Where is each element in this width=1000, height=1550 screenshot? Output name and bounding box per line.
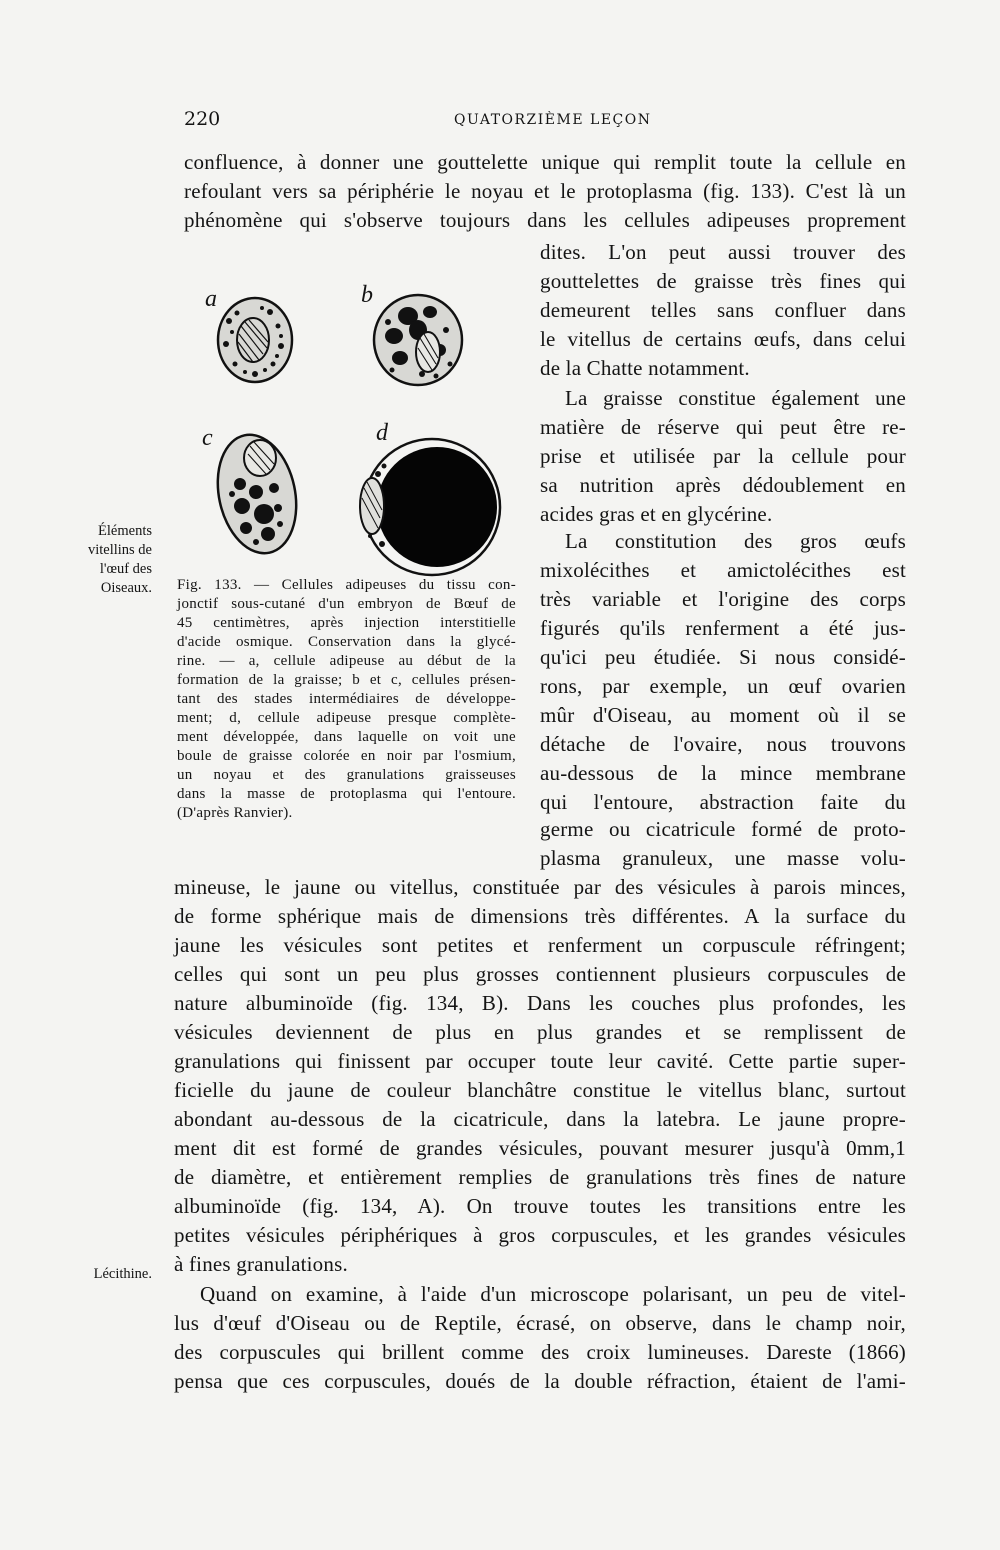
body-line: celles qui sont un peu plus grosses contiennent plusieurs corpuscules de [174,962,906,986]
body-line: qui l'entoure, abstraction faite du [540,790,906,814]
body-line: lus d'œuf d'Oiseau ou de Reptile, écrasé, on observe, dans le champ noir, [174,1311,906,1335]
caption-line: ment; d, cellule adipeuse presque complète- [177,710,516,726]
body-line: de la Chatte notamment. [540,356,750,380]
caption-line: ment développée, dans laquelle on voit une [177,729,516,745]
figure-label-a: a [205,286,217,312]
body-line: mûr d'Oiseau, au moment où il se [540,703,906,727]
body-line: petites vésicules périphériques à gros corpuscules, et les grandes vésicules [174,1223,906,1247]
body-line: à fines granulations. [174,1252,348,1276]
caption-line: dans la masse de protoplasma qui l'entoure. [177,786,516,802]
caption-line: 45 centimètres, après injection interstitielle [177,615,516,631]
body-line: de forme sphérique mais de dimensions très différentes. A la surface du [174,904,906,928]
body-line: granulations qui finissent par occuper toute leur cavité. Cette partie super- [174,1049,906,1073]
body-line: dites. L'on peut aussi trouver des [540,240,906,264]
body-line: le vitellus de certains œufs, dans celui [540,327,906,351]
body-line: matière de réserve qui peut être re- [540,415,906,439]
body-line: prise et utilisée par la cellule pour [540,444,906,468]
caption-line: jonctif sous-cutané d'un embryon de Bœuf de [177,596,516,612]
body-line: qu'ici peu étudiée. Si nous considé- [540,645,906,669]
margin-note-lecithine: Lécithine. [93,1266,152,1282]
caption-line: rine. — a, cellule adipeuse au début de la [177,653,516,669]
figure-label-b: b [361,282,373,308]
margin-note-line: vitellins de [87,542,152,558]
body-line: abondant au-dessous de la cicatricule, dans la latebra. Le jaune propre- [174,1107,906,1131]
body-line: rons, par exemple, un œuf ovarien [540,674,906,698]
figure-label-d: d [376,420,388,446]
body-line: acides gras et en glycérine. [540,502,773,526]
margin-note-line: l'œuf des [99,561,152,577]
body-line: sa nutrition après dédoublement en [540,473,906,497]
body-line: confluence, à donner une gouttelette unique qui remplit toute la cellule en [184,150,906,174]
caption-line: (D'après Ranvier). [177,805,293,821]
body-line: ment dit est formé de grandes vésicules, pouvant mesurer jusqu'à 0mm,1 [174,1136,906,1160]
margin-note-line: Oiseaux. [100,580,152,596]
margin-note-line: Éléments [98,523,152,539]
body-line: ficielle du jaune de couleur blanchâtre constitue le vitellus blanc, surtout [174,1078,906,1102]
body-line: mineuse, le jaune ou vitellus, constituée par des vésicules à parois minces, [174,875,906,899]
body-line: La graisse constitue également une [565,386,906,410]
figure-label-c: c [202,425,213,451]
fat-cell-a-illustration [215,296,295,384]
body-line: jaune les vésicules sont petites et renferment un corpuscule réfringent; [174,933,906,957]
body-line: détache de l'ovaire, nous trouvons [540,732,906,756]
running-head [184,108,904,138]
body-line: phénomène qui s'observe toujours dans les cellules adipeuses proprement [184,208,906,232]
body-line: très variable et l'origine des corps [540,587,906,611]
body-line: nature albuminoïde (fig. 134, B). Dans les couches plus profondes, les [174,991,906,1015]
body-line: de diamètre, et entièrement remplies de granulations très fines de nature [174,1165,906,1189]
caption-line: boule de graisse colorée en noir par l'osmium, [177,748,516,764]
caption-line: d'acide osmique. Conservation dans la glycé- [177,634,516,650]
caption-line: un noyau et des granulations graisseuses [177,767,516,783]
fat-cell-d-illustration [352,432,502,582]
margin-note-elements [70,522,152,598]
caption-line: tant des stades intermédiaires de développe- [177,691,516,707]
body-line: figurés qu'ils renferment a été jus- [540,616,906,640]
body-line: Quand on examine, à l'aide d'un microscope polarisant, un peu de vitel- [200,1282,906,1306]
body-line: germe ou cicatricule formé de proto- [540,817,906,841]
body-line: plasma granuleux, une masse volu- [540,846,906,870]
body-line: La constitution des gros œufs [565,529,906,553]
fat-cell-b-illustration [370,292,466,388]
body-line: refoulant vers sa périphérie le noyau et le protoplasma (fig. 133). C'est là un [184,179,906,203]
body-line: albuminoïde (fig. 134, A). On trouve toutes les transitions entre les [174,1194,906,1218]
page-number: 220 [184,108,221,130]
body-line: demeurent telles sans confluer dans [540,298,906,322]
caption-line: formation de la graisse; b et c, cellules présen- [177,672,516,688]
running-title: QUATORZIÈME LEÇON [454,112,652,128]
body-line: mixolécithes et amictolécithes est [540,558,906,582]
body-line: au-dessous de la mince membrane [540,761,906,785]
body-line: des corpuscules qui brillent comme des croix lumineuses. Dareste (1866) [174,1340,906,1364]
fat-cell-c-illustration [212,430,302,558]
body-line: pensa que ces corpuscules, doués de la double réfraction, étaient de l'ami- [174,1369,906,1393]
body-line: vésicules deviennent de plus en plus grandes et se remplissent de [174,1020,906,1044]
body-line: gouttelettes de graisse très fines qui [540,269,906,293]
caption-line: Fig. 133. — Cellules adipeuses du tissu con- [177,577,516,593]
